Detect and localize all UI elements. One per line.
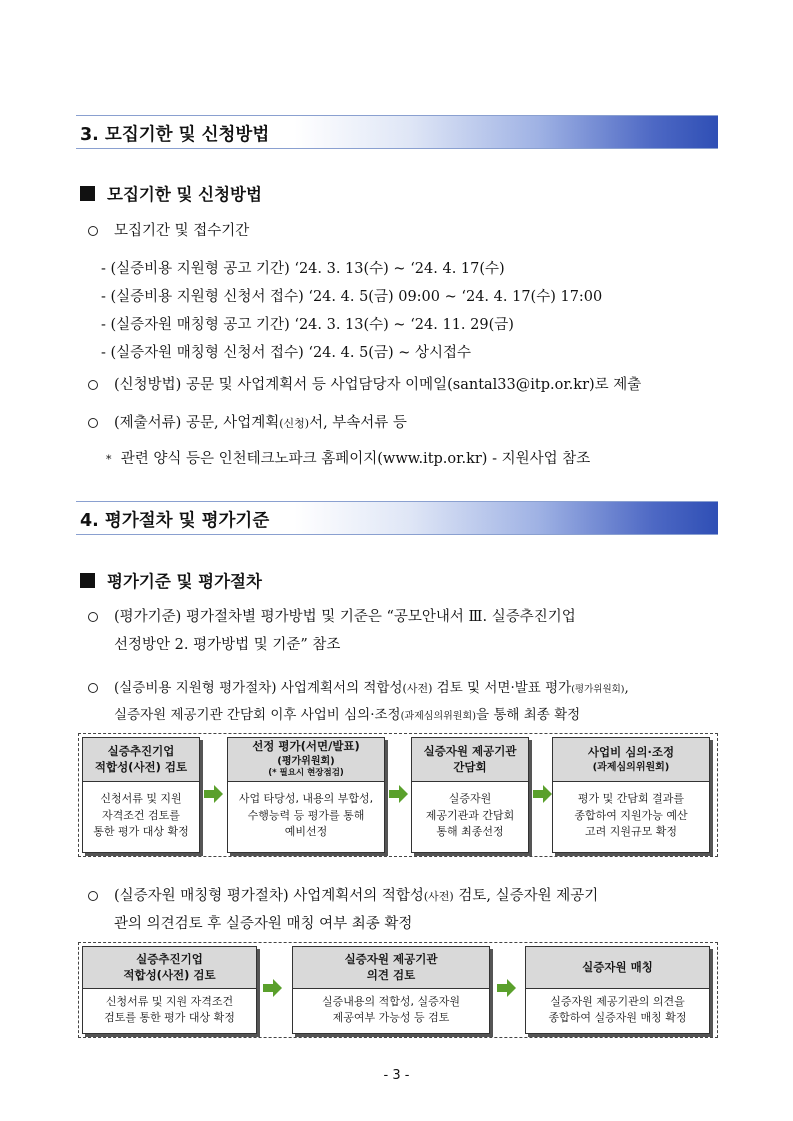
- step-heading: 실증추진기업 적합성(사전) 검토: [83, 947, 256, 989]
- asterisk-mark: *: [106, 453, 112, 466]
- step-heading: 실증자원 제공기관 의견 검토: [293, 947, 489, 989]
- arrow-right-icon: [263, 978, 283, 998]
- circle-bullet-icon: [88, 891, 98, 901]
- flow-step-4: [552, 737, 710, 853]
- step-description: 실증자원 제공기관의 의견을 종합하여 실증자원 매칭 확정: [548, 994, 687, 1024]
- dash-item: - (실증자원 매칭형 공고 기간) ‘24. 3. 13(수) ~ ‘24. 11. 29(금): [101, 317, 514, 333]
- section-4-subheading: [80, 568, 262, 592]
- step-description: 사업 타당성, 내용의 부합성, 수행능력 등 평가를 통해 예비선정: [238, 792, 374, 839]
- section-3-subheading: [80, 181, 262, 205]
- flow-step-3: [525, 946, 710, 1034]
- step-heading: 사업비 심의·조정 (과제심의위원회): [553, 738, 709, 782]
- dash-item: - (실증자원 매칭형 신청서 접수) ‘24. 4. 5(금) ~ 상시접수: [101, 345, 472, 361]
- subheading-text: 평가기준 및 평가절차: [107, 572, 262, 591]
- circle-bullet-icon: [88, 418, 98, 428]
- flow-step-2: [292, 946, 490, 1034]
- item-matching-procedure-line1: (실증자원 매칭형 평가절차) 사업계획서의 적합성(사전) 검토, 실증자원 제공기: [114, 888, 599, 904]
- circle-bullet-icon: [88, 380, 98, 390]
- step-heading: 선정 평가(서면/발표) (평가위원회) (* 필요시 현장점검): [228, 738, 384, 782]
- flow-step-3: [411, 737, 529, 853]
- page-number: - 3 -: [383, 1068, 410, 1083]
- arrow-right-icon: [389, 784, 409, 804]
- arrow-right-icon: [204, 784, 224, 804]
- flow-chart-matching: [78, 942, 718, 1038]
- section-4-title: 4. 평가절차 및 평가기준: [80, 511, 270, 531]
- arrow-right-icon: [497, 978, 517, 998]
- item-apply-method: (신청방법) 공문 및 사업계획서 등 사업담당자 이메일(santal33@itp.or.kr)로 제출: [114, 377, 642, 393]
- step-description: 실증내용의 적합성, 실증자원 제공여부 가능성 등 검토: [321, 994, 460, 1024]
- flow-step-2: [227, 737, 385, 853]
- flow-step-1: [82, 737, 200, 853]
- subheading-text: 모집기한 및 신청방법: [107, 185, 262, 204]
- step-heading: 실증자원 매칭: [526, 947, 709, 989]
- item-criteria-line1: (평가기준) 평가절차별 평가방법 및 기준은 “공모안내서 Ⅲ. 실증추진기업: [114, 609, 576, 625]
- item-cost-procedure-line1: (실증비용 지원형 평가절차) 사업계획서의 적합성(사전) 검토 및 서면·발표 평가(평가위원회),: [114, 680, 629, 696]
- dash-item: - (실증비용 지원형 공고 기간) ‘24. 3. 13(수) ~ ‘24. 4. 17(수): [101, 261, 505, 277]
- section-3-header: [76, 115, 718, 149]
- step-heading: 실증추진기업 적합성(사전) 검토: [83, 738, 199, 782]
- flow-chart-cost: [78, 733, 718, 857]
- flow-step-1: [82, 946, 257, 1034]
- item-documents: (제출서류) 공문, 사업계획(신청)서, 부속서류 등: [114, 415, 407, 431]
- step-heading: 실증자원 제공기관 간담회: [412, 738, 528, 782]
- arrow-right-icon: [533, 784, 553, 804]
- step-description: 평가 및 간담회 결과를 종합하여 지원가능 예산 고려 지원규모 확정: [574, 792, 688, 839]
- circle-bullet-icon: [88, 226, 98, 236]
- item-matching-procedure-line2: 관의 의견검토 후 실증자원 매칭 여부 최종 확정: [114, 916, 413, 932]
- square-bullet-icon: [80, 186, 95, 201]
- section-3-title: 3. 모집기한 및 신청방법: [80, 125, 270, 145]
- note-line: * 관련 양식 등은 인천테크노파크 홈페이지(www.itp.or.kr) - 지원사업 참조: [106, 451, 591, 467]
- step-description: 신청서류 및 지원 자격조건 검토를 통한 평가 대상 확정: [93, 792, 189, 839]
- circle-bullet-icon: [88, 683, 98, 693]
- dash-item: - (실증비용 지원형 신청서 접수) ‘24. 4. 5(금) 09:00 ~ ‘24. 4. 17(수) 17:00: [101, 289, 603, 305]
- item-criteria-line2: 선정방안 2. 평가방법 및 기준” 참조: [114, 637, 341, 653]
- circle-bullet-icon: [88, 612, 98, 622]
- step-description: 실증자원 제공기관과 간담회 통해 최종선정: [425, 792, 515, 839]
- item-cost-procedure-line2: 실증자원 제공기관 간담회 이후 사업비 심의·조정(과제심의위원회)을 통해 최종 확정: [114, 707, 581, 723]
- item-recruit-period: 모집기간 및 접수기간: [114, 223, 250, 239]
- section-4-header: [76, 501, 718, 535]
- step-description: 신청서류 및 지원 자격조건 검토를 통한 평가 대상 확정: [104, 994, 235, 1024]
- square-bullet-icon: [80, 573, 95, 588]
